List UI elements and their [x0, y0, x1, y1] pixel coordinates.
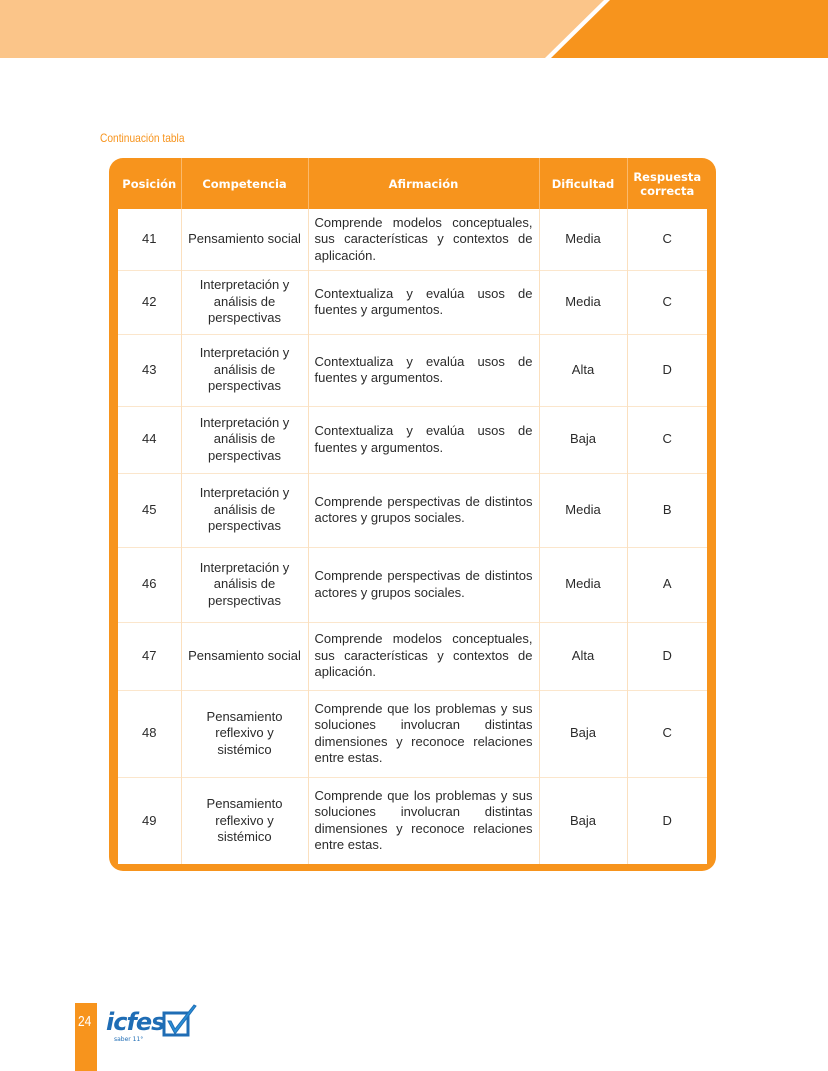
- table-row: [118, 547, 707, 622]
- header-competencia: Competencia: [181, 158, 308, 209]
- cell-competencia: Interpretación y análisis de perspectivas: [181, 406, 308, 473]
- cell-posicion: 45: [118, 473, 181, 547]
- cell-dificultad: Alta: [539, 622, 627, 690]
- cell-dificultad: Media: [539, 547, 627, 622]
- cell-posicion: 41: [142, 231, 157, 246]
- cell-afirmacion: Comprende que los problemas y sus soluciones involucran distintas dimensiones y reconoce relaciones entre estas.: [308, 777, 539, 864]
- cell-competencia: Interpretación y análisis de perspectivas: [181, 547, 308, 622]
- cell-afirmacion: Comprende modelos conceptuales, sus características y contextos de aplicación.: [308, 622, 539, 690]
- cell-posicion: 46: [118, 547, 181, 622]
- table-row: [118, 777, 707, 864]
- header-posicion: Posición: [122, 176, 177, 191]
- cell-respuesta: C: [627, 270, 707, 334]
- cell-dificultad: Baja: [539, 406, 627, 473]
- cell-posicion: 43: [118, 334, 181, 406]
- cell-dificultad: Baja: [539, 777, 627, 864]
- cell-afirmacion: Comprende que los problemas y sus soluciones involucran distintas dimensiones y reconoce relaciones entre estas.: [308, 690, 539, 777]
- header-afirmacion: Afirmación: [308, 158, 539, 209]
- cell-afirmacion: Comprende modelos conceptuales, sus características y contextos de aplicación.: [308, 209, 539, 270]
- table-row: [118, 406, 707, 473]
- cell-afirmacion: Comprende perspectivas de distintos actores y grupos sociales.: [308, 547, 539, 622]
- cell-competencia: Interpretación y análisis de perspectivas: [181, 473, 308, 547]
- cell-respuesta: C: [627, 406, 707, 473]
- results-table-frame: [109, 158, 716, 871]
- header-banner: [0, 0, 828, 58]
- logo-subtext: saber 11°: [114, 1036, 144, 1043]
- page-number: 24: [78, 1013, 92, 1030]
- icfes-logo: [104, 1004, 204, 1044]
- cell-dificultad: Alta: [539, 334, 627, 406]
- table-row: [118, 334, 707, 406]
- cell-posicion: 48: [118, 690, 181, 777]
- cell-respuesta: D: [627, 622, 707, 690]
- table-row: [118, 473, 707, 547]
- logo-wordmark: icfes: [106, 1008, 165, 1036]
- cell-respuesta: D: [627, 334, 707, 406]
- cell-competencia: Pensamiento reflexivo y sistémico: [181, 690, 308, 777]
- cell-respuesta: A: [627, 547, 707, 622]
- cell-dificultad: Media: [539, 473, 627, 547]
- cell-respuesta: C: [627, 209, 707, 270]
- cell-respuesta: B: [627, 473, 707, 547]
- cell-afirmacion: Contextualiza y evalúa usos de fuentes y argumentos.: [308, 406, 539, 473]
- cell-competencia: Interpretación y análisis de perspectivas: [181, 270, 308, 334]
- header-respuesta-correcta: Respuesta correcta: [627, 158, 707, 209]
- cell-competencia: Pensamiento social: [181, 209, 308, 270]
- cell-dificultad: Baja: [539, 690, 627, 777]
- cell-posicion: 49: [118, 777, 181, 864]
- icfes-logo-icon: [104, 1004, 204, 1044]
- table-header-row: [118, 158, 707, 209]
- cell-competencia: Pensamiento social: [181, 622, 308, 690]
- results-table: [118, 158, 707, 864]
- cell-posicion: 44: [118, 406, 181, 473]
- cell-posicion: 47: [118, 622, 181, 690]
- header-dificultad: Dificultad: [539, 158, 627, 209]
- cell-afirmacion: Contextualiza y evalúa usos de fuentes y argumentos.: [308, 270, 539, 334]
- cell-competencia: Interpretación y análisis de perspectivas: [181, 334, 308, 406]
- table-caption: Continuación tabla: [100, 131, 185, 145]
- cell-respuesta: D: [627, 777, 707, 864]
- table-row: [118, 622, 707, 690]
- table-row: [118, 209, 707, 270]
- cell-afirmacion: Comprende perspectivas de distintos actores y grupos sociales.: [308, 473, 539, 547]
- cell-respuesta: C: [627, 690, 707, 777]
- cell-afirmacion: Contextualiza y evalúa usos de fuentes y argumentos.: [308, 334, 539, 406]
- table-row: [118, 690, 707, 777]
- cell-dificultad: Media: [539, 270, 627, 334]
- table-row: [118, 270, 707, 334]
- cell-competencia: Pensamiento reflexivo y sistémico: [181, 777, 308, 864]
- cell-posicion: 42: [118, 270, 181, 334]
- cell-dificultad: Media: [539, 209, 627, 270]
